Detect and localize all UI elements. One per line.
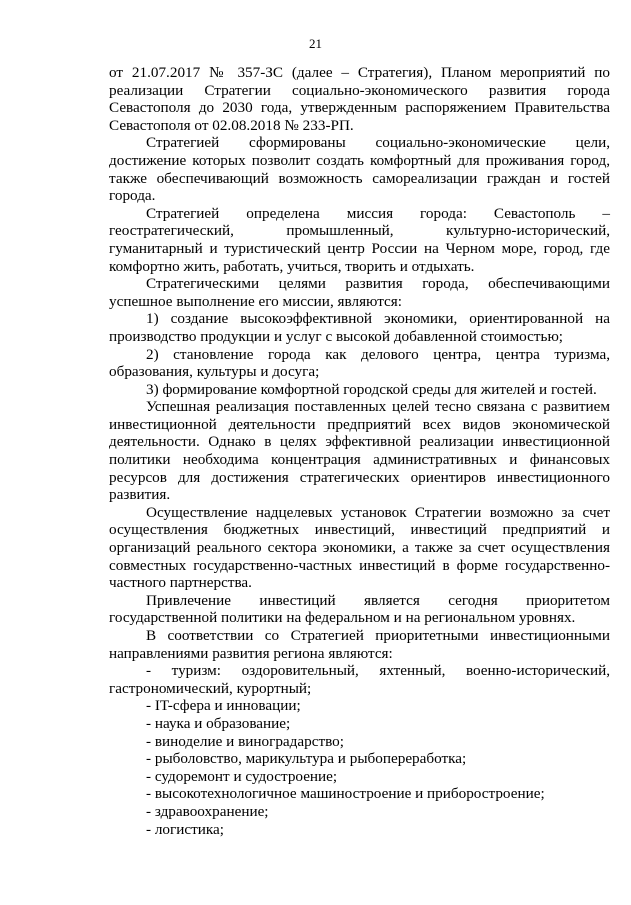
paragraph-priority: Привлечение инвестиций является сегодня приоритетом государственной политики на федеральном и на региональном уровнях.: [109, 591, 610, 627]
list-item-fishing: - рыболовство, марикультура и рыбопереработка;: [146, 750, 467, 768]
list-item-shipbuilding: - судоремонт и судостроение;: [146, 767, 338, 785]
paragraph-continuation: от 21.07.2017 № 357-ЗС (далее – Стратегия), Планом мероприятий по реализации Стратегии социально-экономического развития города Севастополя до 2030 года, утвержденным распоряжением Правительства Севастополя от 02.08.2018 № 233-РП.: [109, 64, 610, 134]
paragraph-goals: Стратегией сформированы социально-экономические цели, достижение которых позволит создать комфортный для проживания город, также обеспечивающий возможность самореализации граждан и гостей города.: [109, 134, 610, 205]
list-item-winemaking: - виноделие и виноградарство;: [146, 732, 344, 750]
list-item-it: - IT-сфера и инновации;: [146, 697, 301, 715]
goal-item-3: 3) формирование комфортной городской среды для жителей и гостей.: [146, 380, 597, 398]
list-item-engineering: - высокотехнологичное машиностроение и приборостроение;: [146, 785, 545, 803]
goal-item-2: 2) становление города как делового центра, центра туризма, образования, культуры и досуга;: [109, 345, 610, 381]
goal-item-1: 1) создание высокоэффективной экономики, ориентированной на производство продукции и услуг с высокой добавленной стоимостью;: [109, 310, 610, 345]
paragraph-mission: Стратегией определена миссия города: Севастополь – геостратегический, промышленный, культурно-исторический, гуманитарный и туристический центр России на Черном море, город, где комфортно жить, работать, учиться, творить и отдыхать.: [109, 204, 610, 275]
paragraph-implementation: Успешная реализация поставленных целей тесно связана с развитием инвестиционной деятельности предприятий всех видов экономической деятельности. Однако в целях эффективной реализации инвестиционной политики необходима концентрация административных и финансовых ресурсов для достижения стратегических ориентиров инвестиционного развития.: [109, 398, 610, 504]
paragraph-investments: Осуществление надцелевых установок Стратегии возможно за счет осуществления бюджетных инвестиций, инвестиций предприятий и организаций реального сектора экономики, а также за счет осуществления совместных государственно-частных инвестиций в форме государственно-частного партнерства.: [109, 503, 610, 592]
body-text: [109, 64, 610, 838]
list-item-logistics: - логистика;: [146, 820, 224, 838]
paragraph-directions: В соответствии со Стратегией приоритетными инвестиционными направлениями развития региона являются:: [109, 627, 610, 662]
paragraph-strategic-goals: Стратегическими целями развития города, обеспечивающими успешное выполнение его миссии, являются:: [109, 275, 610, 310]
page-number: 21: [309, 36, 322, 51]
list-item-science: - наука и образование;: [146, 714, 291, 732]
list-item-tourism: - туризм: оздоровительный, яхтенный, военно-исторический, гастрономический, курортный;: [109, 662, 610, 697]
list-item-healthcare: - здравоохранение;: [146, 802, 269, 820]
